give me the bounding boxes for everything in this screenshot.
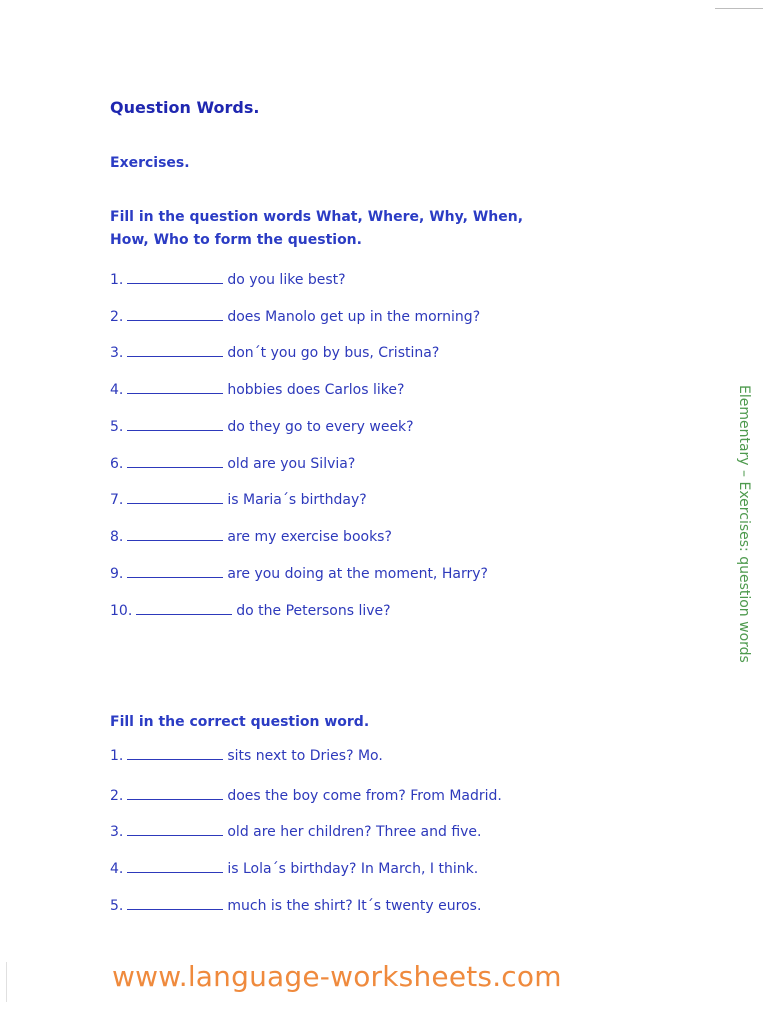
question-text: don´t you go by bus, Cristina? bbox=[227, 345, 440, 361]
section1-question bbox=[110, 602, 391, 620]
page-title: Question Words. bbox=[110, 98, 260, 117]
question-number: 9. bbox=[110, 566, 124, 582]
question-number: 4. bbox=[110, 861, 124, 877]
question-number: 3. bbox=[110, 345, 124, 361]
section2-question bbox=[110, 747, 383, 765]
exercises-subtitle: Exercises. bbox=[110, 155, 190, 171]
section1-question bbox=[110, 565, 488, 583]
question-number: 6. bbox=[110, 456, 124, 472]
section2-question bbox=[110, 787, 502, 805]
question-number: 10. bbox=[110, 603, 133, 619]
question-text: are you doing at the moment, Harry? bbox=[227, 566, 488, 582]
answer-blank[interactable] bbox=[127, 528, 223, 541]
question-text: does the boy come from? From Madrid. bbox=[227, 788, 502, 804]
question-text: does Manolo get up in the morning? bbox=[227, 309, 481, 325]
section1-instruction-line1: Fill in the question words What, Where, Why, When, bbox=[110, 209, 524, 225]
question-number: 7. bbox=[110, 492, 124, 508]
side-label: Elementary – Exercises: question words bbox=[736, 385, 752, 663]
section2-question bbox=[110, 860, 478, 878]
question-text: much is the shirt? It´s twenty euros. bbox=[227, 898, 482, 914]
question-number: 8. bbox=[110, 529, 124, 545]
answer-blank[interactable] bbox=[127, 860, 223, 873]
section1-question bbox=[110, 491, 367, 509]
section2-question bbox=[110, 897, 481, 915]
answer-blank[interactable] bbox=[127, 897, 223, 910]
question-number: 5. bbox=[110, 419, 124, 435]
section2-question bbox=[110, 823, 482, 841]
answer-blank[interactable] bbox=[127, 308, 223, 321]
top-rule bbox=[715, 8, 763, 9]
section2-instruction bbox=[110, 711, 590, 734]
question-text: is Maria´s birthday? bbox=[227, 492, 367, 508]
question-text: do you like best? bbox=[227, 272, 346, 288]
left-edge-line bbox=[6, 962, 7, 1002]
answer-blank[interactable] bbox=[127, 823, 223, 836]
question-text: old are you Silvia? bbox=[227, 456, 356, 472]
question-number: 5. bbox=[110, 898, 124, 914]
question-number: 4. bbox=[110, 382, 124, 398]
answer-blank[interactable] bbox=[127, 565, 223, 578]
section1-question bbox=[110, 308, 480, 326]
question-number: 2. bbox=[110, 788, 124, 804]
question-number: 2. bbox=[110, 309, 124, 325]
question-number: 1. bbox=[110, 272, 124, 288]
section1-instruction-line2: How, Who to form the question. bbox=[110, 232, 362, 248]
question-text: hobbies does Carlos like? bbox=[227, 382, 405, 398]
section1-question bbox=[110, 455, 355, 473]
question-text: sits next to Dries? Mo. bbox=[227, 748, 383, 764]
answer-blank[interactable] bbox=[127, 787, 223, 800]
section1-question bbox=[110, 271, 346, 289]
answer-blank[interactable] bbox=[127, 455, 223, 468]
section1-instruction bbox=[110, 206, 590, 252]
answer-blank[interactable] bbox=[127, 418, 223, 431]
section1-question bbox=[110, 528, 392, 546]
question-number: 3. bbox=[110, 824, 124, 840]
footer-url[interactable]: www.language-worksheets.com bbox=[112, 960, 562, 993]
answer-blank[interactable] bbox=[127, 381, 223, 394]
question-text: are my exercise books? bbox=[227, 529, 392, 545]
answer-blank[interactable] bbox=[136, 602, 232, 615]
question-number: 1. bbox=[110, 748, 124, 764]
question-text: old are her children? Three and five. bbox=[227, 824, 482, 840]
section1-question bbox=[110, 381, 404, 399]
question-text: do they go to every week? bbox=[227, 419, 414, 435]
answer-blank[interactable] bbox=[127, 271, 223, 284]
section1-question bbox=[110, 418, 414, 436]
section1-question bbox=[110, 344, 439, 362]
answer-blank[interactable] bbox=[127, 747, 223, 760]
section2-instruction-line: Fill in the correct question word. bbox=[110, 714, 370, 730]
question-text: do the Petersons live? bbox=[236, 603, 391, 619]
answer-blank[interactable] bbox=[127, 491, 223, 504]
question-text: is Lola´s birthday? In March, I think. bbox=[227, 861, 479, 877]
answer-blank[interactable] bbox=[127, 344, 223, 357]
